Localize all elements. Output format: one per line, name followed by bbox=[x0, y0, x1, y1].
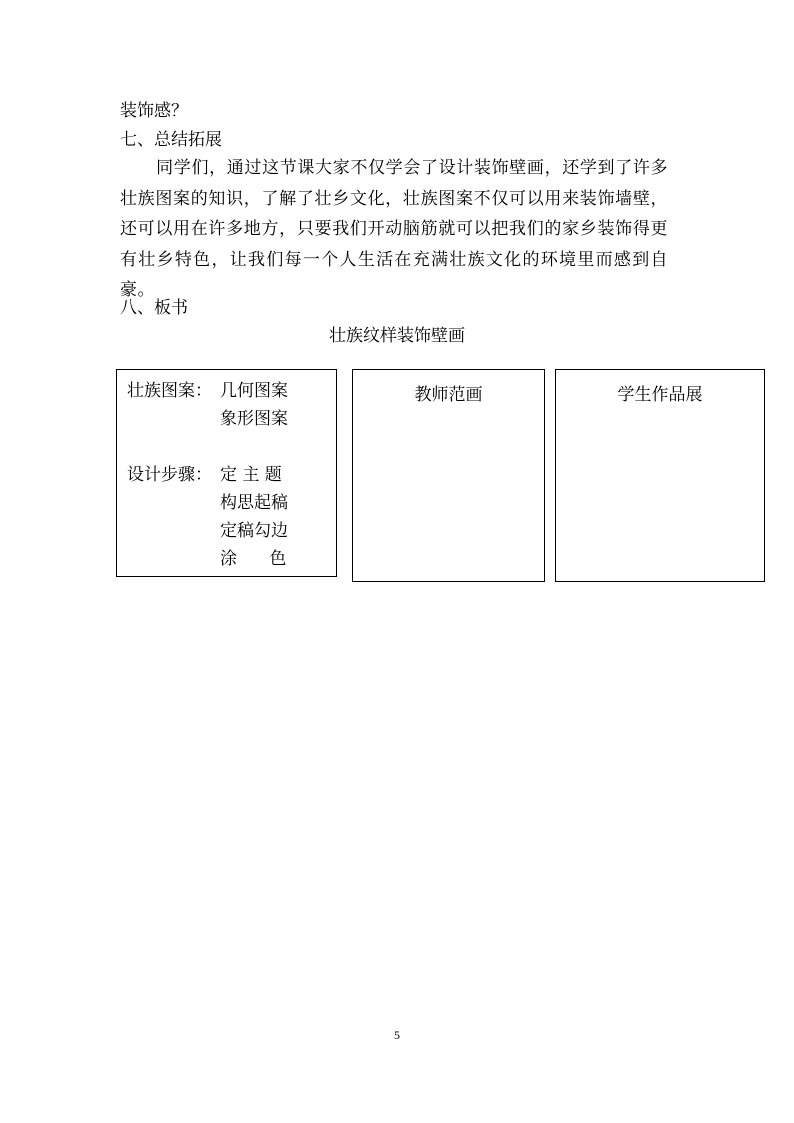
pattern-item: 象形图案 bbox=[220, 409, 288, 429]
board-box-teacher-example bbox=[352, 369, 545, 582]
section-7-paragraph bbox=[120, 153, 668, 306]
section-7-heading: 七、总结拓展 bbox=[120, 130, 222, 150]
step-item: 定稿勾边 bbox=[220, 521, 288, 541]
section-7-paragraph-text: 同学们，通过这节课大家不仅学会了设计装饰壁画，还学到了许多壮族图案的知识，了解了壮乡文化，壮族图案不仅可以用来装饰墙壁，还可以用在许多地方，只要我们开动脑筋就可以把我们的家乡装饰得更有壮乡特色，让我们每一个人生活在充满壮族文化的环境里而感到自豪。 bbox=[120, 158, 668, 300]
steps-label: 设计步骤： bbox=[127, 465, 212, 485]
step-item: 构思起稿 bbox=[220, 493, 288, 513]
pattern-item: 几何图案 bbox=[220, 381, 288, 401]
board-box-patterns-steps bbox=[116, 369, 337, 577]
student-works-title: 学生作品展 bbox=[617, 385, 703, 405]
teacher-example-title: 教师范画 bbox=[414, 385, 483, 405]
section-8-heading: 八、板书 bbox=[120, 298, 188, 318]
intro-tail-text: 装饰感？ bbox=[120, 101, 188, 121]
step-item: 涂 色 bbox=[220, 549, 287, 569]
step-item: 定 主 题 bbox=[220, 465, 282, 485]
page-number: 5 bbox=[394, 1028, 400, 1042]
board-title: 壮族纹样装饰壁画 bbox=[329, 326, 465, 346]
board-box-student-works bbox=[555, 369, 765, 582]
patterns-label: 壮族图案： bbox=[127, 381, 212, 401]
